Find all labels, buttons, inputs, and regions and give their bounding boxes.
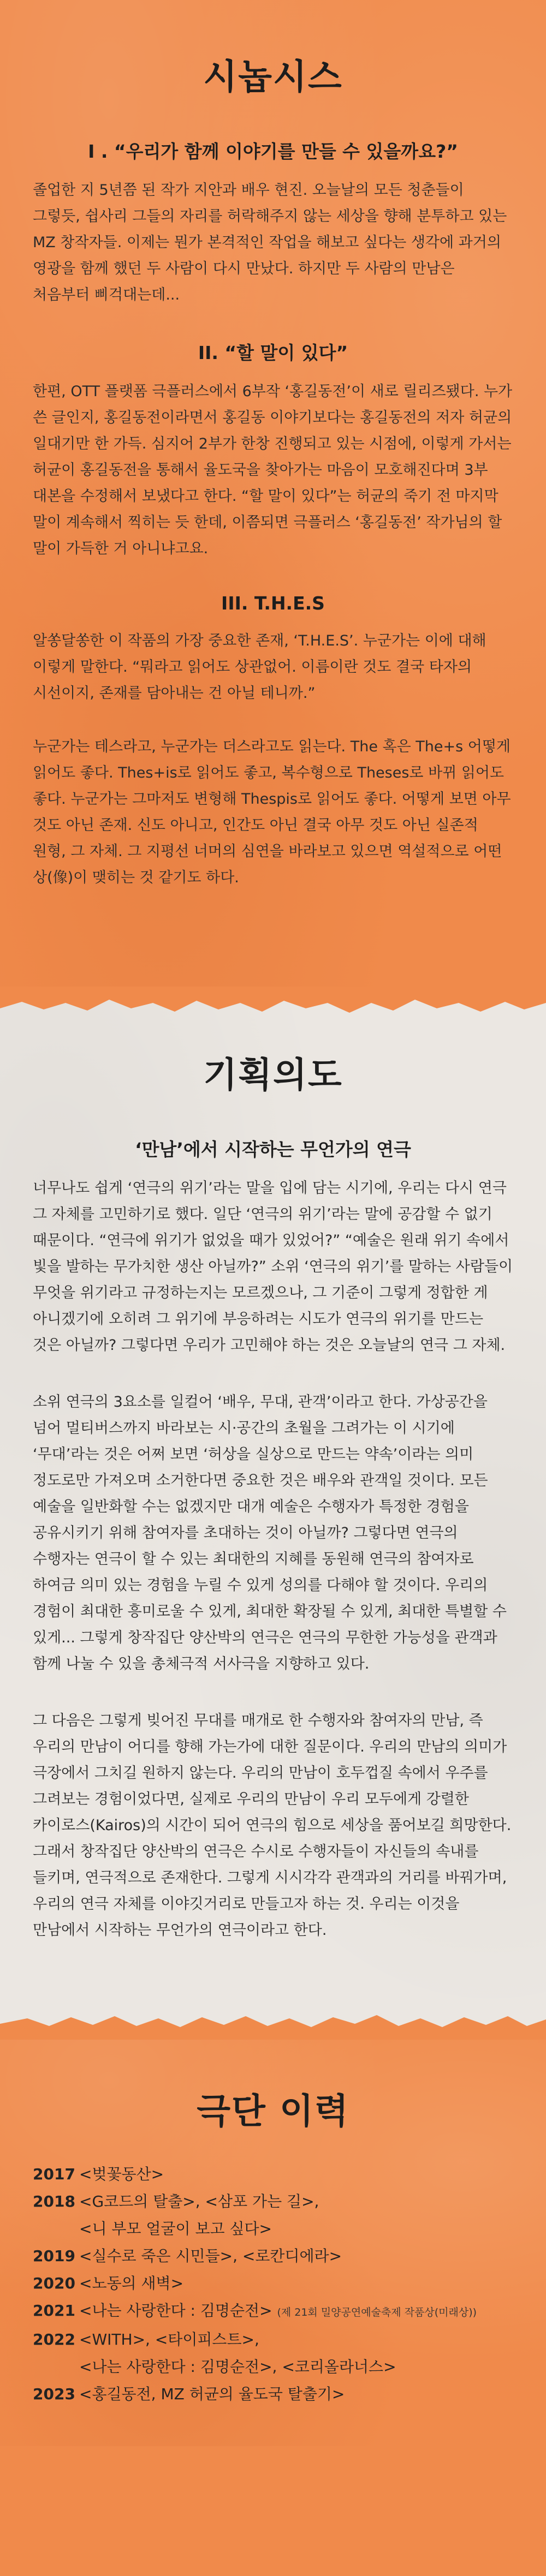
history-year: 2018 xyxy=(33,2192,75,2210)
torn-edge-top xyxy=(0,987,546,1019)
history-year: 2023 xyxy=(33,2385,75,2403)
synopsis-section xyxy=(0,0,546,987)
history-works xyxy=(79,2243,513,2270)
intent-paragraph: 그 다음은 그렇게 빚어진 무대를 매개로 한 수행자와 참여자의 만남, 즉 우리의 만남이 어디를 향해 가는가에 대한 질문이다. 우리의 만남의 의미가 극장에서 그치길 원하지 않는다. 우리의 만남이 호두껍질 속에서 우주를 그려보는 경험이었다면, 실제로 우리의 만남이 우리 모두에게 강렬한 카이로스(Kairos)의 시간이 되어 연극의 힘으로 세상을 품어보길 희망한다. 그래서 창작집단 양산박의 연극은 수시로 수행자들이 자신들의 속내를 들키며, 연극적으로 존재한다. 그렇게 시시각각 관객과의 거리를 바꿔가며, 우리의 연극 자체를 이야깃거리로 만들고자 하는 것. 우리는 이것을 만남에서 시작하는 무언가의 연극이라고 한다. xyxy=(33,1712,512,1939)
intent-title: 기획의도 xyxy=(203,1055,343,1096)
synopsis-part-2-body: 한편, OTT 플랫폼 극플러스에서 6부작 ‘홍길동전’이 새로 릴리즈됐다. 누가 쓴 글인지, 홍길동전이라면서 홍길동 이야기보다는 홍길동전의 저자 허균의 일대기만 한 가득. 심지어 2부가 한창 진행되고 있는 시점에, 이렇게 가서는 허균이 홍길동전을 통해서 율도국을 찾아가는 마음이 모호해진다며 3부 대본을 수정해서 보냈다고 한다. “할 말이 있다”는 허균의 죽기 전 마지막 말이 계속해서 찍히는 듯 한데, 이쯤되면 극플러스 ‘홍길동전’ 작가님의 할 말이 가득한 거 아니냐고요. xyxy=(33,383,513,557)
history-row xyxy=(33,2353,513,2381)
history-works-text: <니 부모 얼굴이 보고 싶다> xyxy=(79,2220,272,2238)
history-section xyxy=(0,2040,546,2446)
torn-edge-bottom xyxy=(0,2007,546,2040)
history-works xyxy=(79,2215,513,2243)
synopsis-part-3-body: 알쏭달쏭한 이 작품의 가장 중요한 존재, ‘T.H.E.S’. 누군가는 이에 대해 이렇게 말한다. “뭐라고 읽어도 상관없어. 이름이란 것도 결국 타자의 시선이지, 존재를 담아내는 건 아닐 테니까.” xyxy=(33,632,486,702)
history-works-text: <나는 사랑한다 : 김명순전> xyxy=(79,2302,272,2320)
synopsis-title: 시놉시스 xyxy=(203,57,343,98)
intent-paragraph: 소위 연극의 3요소를 일컬어 ‘배우, 무대, 관객’이라고 한다. 가상공간을 넘어 멀티버스까지 바라보는 시·공간의 초월을 그려가는 이 시기에 ‘무대’라는 것은 어쩌 보면 ‘허상을 실상으로 만드는 약속’이라는 의미 정도로만 가져오며 소거한다면 중요한 것은 배우와 관객일 것이다. 모든 예술을 일반화할 수는 없겠지만 대개 예술은 수행자가 특정한 경험을 공유시키기 위해 참여자를 초대하는 것이 아닐까? 그렇다면 연극의 수행자는 연극이 할 수 있는 최대한의 지혜를 동원해 연극의 참여자로 하여금 의미 있는 경험을 누릴 수 있게 성의를 다해야 할 것이다. 우리의 경험이 최대한 흥미로울 수 있게, 최대한 확장될 수 있게, 최대한 특별할 수 있게... 그렇게 창작집단 양산박의 연극은 연극의 무한한 가능성을 관객과 함께 나눌 수 있을 총체극적 서사극을 지향하고 있다. xyxy=(33,1394,507,1672)
synopsis-part-1-body: 졸업한 지 5년쯤 된 작가 지안과 배우 현진. 오늘날의 모든 청춘들이 그렇듯, 쉽사리 그들의 자리를 허락해주지 않는 세상을 향해 분투하고 있는 MZ 창작자들. 이제는 뭔가 본격적인 작업을 해보고 싶다는 생각에 과거의 영광을 함께 했던 두 사람이 다시 만났다. 하지만 두 사람의 만남은 처음부터 삐걱대는데... xyxy=(33,182,507,303)
intent-section xyxy=(0,987,546,2040)
history-title: 극단 이력 xyxy=(197,2091,349,2132)
history-row xyxy=(33,2270,513,2297)
synopsis-part-3-body-2: 누군가는 테스라고, 누군가는 더스라고도 읽는다. The 혹은 The+s 어떻게 읽어도 좋다. Thes+is로 읽어도 좋고, 복수형으로 Theses로 바뀌 읽어도 좋다. 누군가는 그마저도 변형해 Thespis로 읽어도 좋다. 어떻게 보면 아무 것도 아닌 존재. 신도 아니고, 인간도 아닌 결국 아무 것도 아닌 실존적 원형, 그 자체. 그 지평선 너머의 심연을 바라보고 있으면 역설적으로 어떤 상(像)이 맺히는 것 같기도 하다. xyxy=(33,738,511,886)
history-works-text: <벚꽃동산> xyxy=(79,2165,164,2183)
history-year: 2022 xyxy=(33,2330,75,2348)
intent-paragraph: 너무나도 쉽게 ‘연극의 위기’라는 말을 입에 담는 시기에, 우리는 다시 연극 그 자체를 고민하기로 했다. 일단 ‘연극의 위기’라는 말에 공감할 수 없기 때문이다. “연극에 위기가 없었을 때가 있었어?” “예술은 원래 위기 속에서 빛을 발하는 무가치한 생산 아닐까?” 소위 ‘연극의 위기’를 말하는 사람들이 무엇을 위기라고 규정하는지는 모르겠으나, 그 기준이 그렇게 정합한 게 아니겠기에 오히려 그 위기에 부응하려는 시도가 연극의 위기를 만드는 것은 아닐까? 그렇다면 우리가 고민해야 하는 것은 오늘날의 연극 그 자체. xyxy=(33,1180,513,1354)
history-works-text: <WITH>, <타이피스트>, xyxy=(79,2330,259,2348)
history-works xyxy=(79,2326,513,2353)
history-list xyxy=(33,2161,513,2408)
intent-heading: ‘만남’에서 시작하는 무언가의 연극 xyxy=(135,1139,411,1160)
history-works xyxy=(79,2161,513,2188)
history-year: 2019 xyxy=(33,2247,75,2265)
history-works xyxy=(79,2353,513,2381)
history-works-text: <노동의 새벽> xyxy=(79,2274,184,2292)
history-row xyxy=(33,2297,513,2326)
history-works-text: <실수로 죽은 시민들>, <로칸디에라> xyxy=(79,2247,342,2265)
history-year: 2020 xyxy=(33,2274,75,2292)
history-works xyxy=(79,2270,513,2297)
history-year: 2017 xyxy=(33,2165,75,2183)
synopsis-part-2-heading: II. “할 말이 있다” xyxy=(198,342,348,363)
history-works-text: <홍길동전, MZ 허균의 율도국 탈출기> xyxy=(79,2385,345,2403)
history-row xyxy=(33,2215,513,2243)
history-award-note: (제 21회 밀양공연예술축제 작품상(미래상)) xyxy=(277,2306,477,2318)
history-row xyxy=(33,2188,513,2215)
history-works-text: <G코드의 탈출>, <삼포 가는 길>, xyxy=(79,2192,319,2210)
history-works xyxy=(79,2381,513,2408)
history-year: 2021 xyxy=(33,2302,75,2320)
history-works xyxy=(79,2297,513,2326)
history-row xyxy=(33,2243,513,2270)
history-row xyxy=(33,2326,513,2353)
history-row xyxy=(33,2381,513,2408)
synopsis-part-3-heading: III. T.H.E.S xyxy=(221,593,325,614)
history-row xyxy=(33,2161,513,2188)
synopsis-part-1-heading: I . “우리가 함께 이야기를 만들 수 있을까요?” xyxy=(88,141,458,162)
history-works-text: <나는 사랑한다 : 김명순전>, <코리올라너스> xyxy=(79,2358,396,2376)
history-works xyxy=(79,2188,513,2215)
